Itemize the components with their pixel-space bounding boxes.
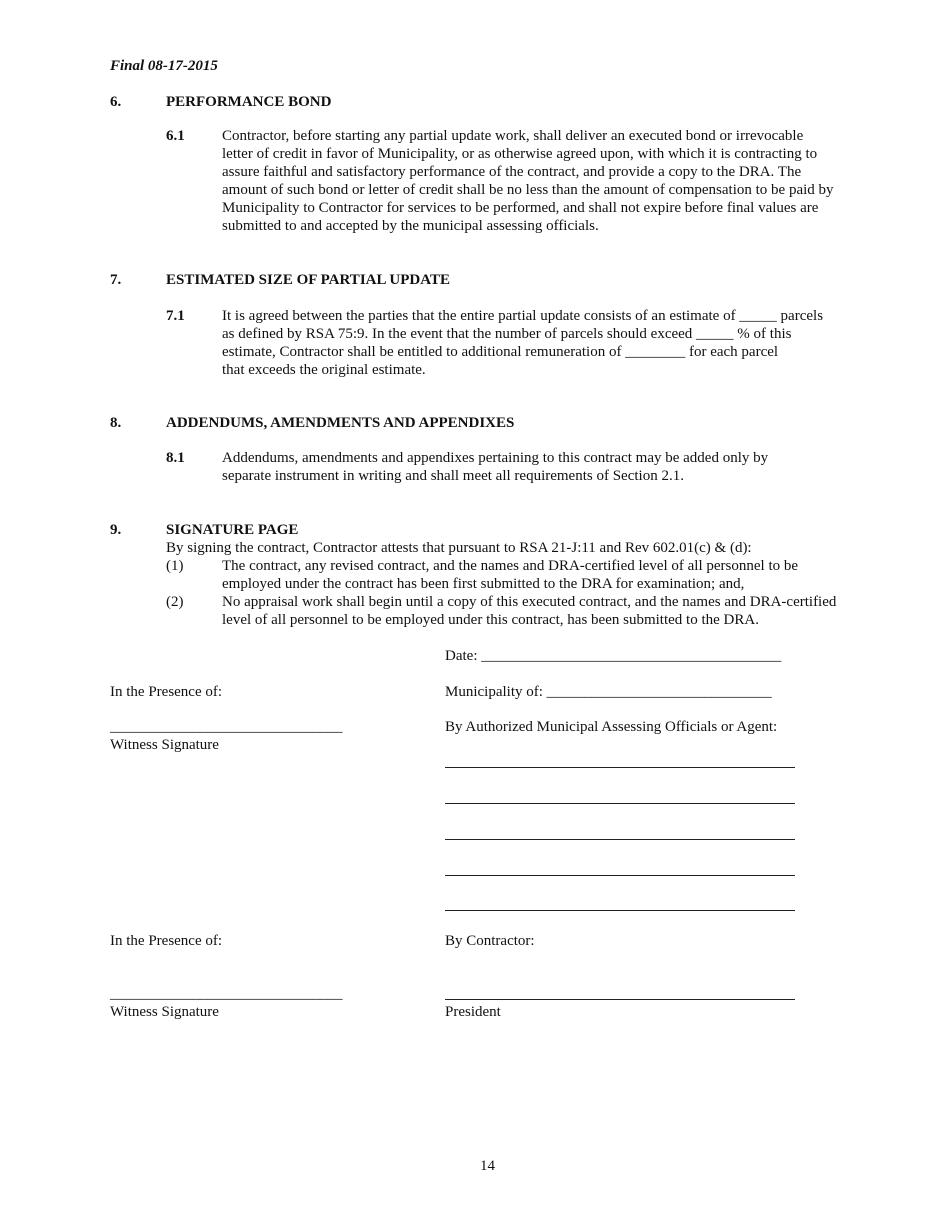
clause-line: as defined by RSA 75:9. In the event that the number of parcels should exceed _____ % of this xyxy=(222,326,792,342)
item-2-text xyxy=(222,593,862,629)
clause-7-1-text xyxy=(222,307,862,379)
clause-line: Contractor, before starting any partial update work, shall deliver an executed bond or irrevocable xyxy=(222,128,804,144)
clause-line: that exceeds the original estimate. xyxy=(222,362,426,378)
section-7-title: ESTIMATED SIZE OF PARTIAL UPDATE xyxy=(166,272,450,288)
clause-8-1-number: 8.1 xyxy=(166,450,185,466)
president-label: President xyxy=(445,1004,501,1020)
clause-6-1-text xyxy=(222,127,862,235)
official-signature-line-1[interactable] xyxy=(445,767,795,768)
section-8-title: ADDENDUMS, AMENDMENTS AND APPENDIXES xyxy=(166,415,515,431)
clause-line: estimate, Contractor shall be entitled to additional remuneration of ________ for each parcel xyxy=(222,344,779,360)
section-7-number: 7. xyxy=(110,272,122,288)
section-6-title: PERFORMANCE BOND xyxy=(166,94,332,110)
section-9-title: SIGNATURE PAGE xyxy=(166,522,299,538)
witness-label-2: Witness Signature xyxy=(110,1004,219,1020)
contractor-label: By Contractor: xyxy=(445,933,535,949)
item-line: No appraisal work shall begin until a copy of this executed contract, and the names and DRA-certified xyxy=(222,594,837,610)
section-9-number: 9. xyxy=(110,522,122,538)
item-line: employed under the contract has been first submitted to the DRA for examination; and, xyxy=(222,576,745,592)
page-number: 14 xyxy=(480,1158,495,1174)
official-signature-line-4[interactable] xyxy=(445,875,795,876)
presence-label-2: In the Presence of: xyxy=(110,933,223,949)
clause-line: submitted to and accepted by the municipal assessing officials. xyxy=(222,218,599,234)
section-6-number: 6. xyxy=(110,94,122,110)
witness-signature-line-2[interactable]: _______________________________ xyxy=(110,986,343,1002)
clause-line: Addendums, amendments and appendixes pertaining to this contract may be added only by xyxy=(222,450,769,466)
authorized-officials-label: By Authorized Municipal Assessing Officials or Agent: xyxy=(445,719,778,735)
clause-8-1-text xyxy=(222,449,862,485)
item-line: The contract, any revised contract, and the names and DRA-certified level of all personnel to be xyxy=(222,558,799,574)
item-2-marker: (2) xyxy=(166,594,184,610)
witness-label-1: Witness Signature xyxy=(110,737,219,753)
section-8-number: 8. xyxy=(110,415,122,431)
section-9-intro: By signing the contract, Contractor attests that pursuant to RSA 21-J:11 and Rev 602.01(c) & (d): xyxy=(166,540,752,556)
draft-date-label: Final 08-17-2015 xyxy=(110,58,218,74)
municipality-field[interactable]: Municipality of: ______________________________ xyxy=(445,684,772,700)
clause-line: letter of credit in favor of Municipality, or as otherwise agreed upon, with which it is contracting to xyxy=(222,146,818,162)
date-field[interactable]: Date: ________________________________________ xyxy=(445,648,782,664)
clause-line: It is agreed between the parties that the entire partial update consists of an estimate of _____ parcels xyxy=(222,308,824,324)
clause-line: assure faithful and satisfactory performance of the contract, and provide a copy to the DRA. The xyxy=(222,164,802,180)
item-1-text xyxy=(222,557,862,593)
witness-signature-line-1[interactable]: _______________________________ xyxy=(110,719,343,735)
official-signature-line-5[interactable] xyxy=(445,910,795,911)
clause-line: amount of such bond or letter of credit shall be no less than the amount of compensation to be paid by xyxy=(222,182,834,198)
clause-6-1-number: 6.1 xyxy=(166,128,185,144)
item-line: level of all personnel to be employed under this contract, has been submitted to the DRA. xyxy=(222,612,759,628)
presence-label-1: In the Presence of: xyxy=(110,684,223,700)
clause-line: Municipality to Contractor for services to be performed, and shall not expire before final values are xyxy=(222,200,819,216)
clause-7-1-number: 7.1 xyxy=(166,308,185,324)
president-signature-line[interactable] xyxy=(445,999,795,1000)
official-signature-line-2[interactable] xyxy=(445,803,795,804)
item-1-marker: (1) xyxy=(166,558,184,574)
official-signature-line-3[interactable] xyxy=(445,839,795,840)
clause-line: separate instrument in writing and shall meet all requirements of Section 2.1. xyxy=(222,468,684,484)
